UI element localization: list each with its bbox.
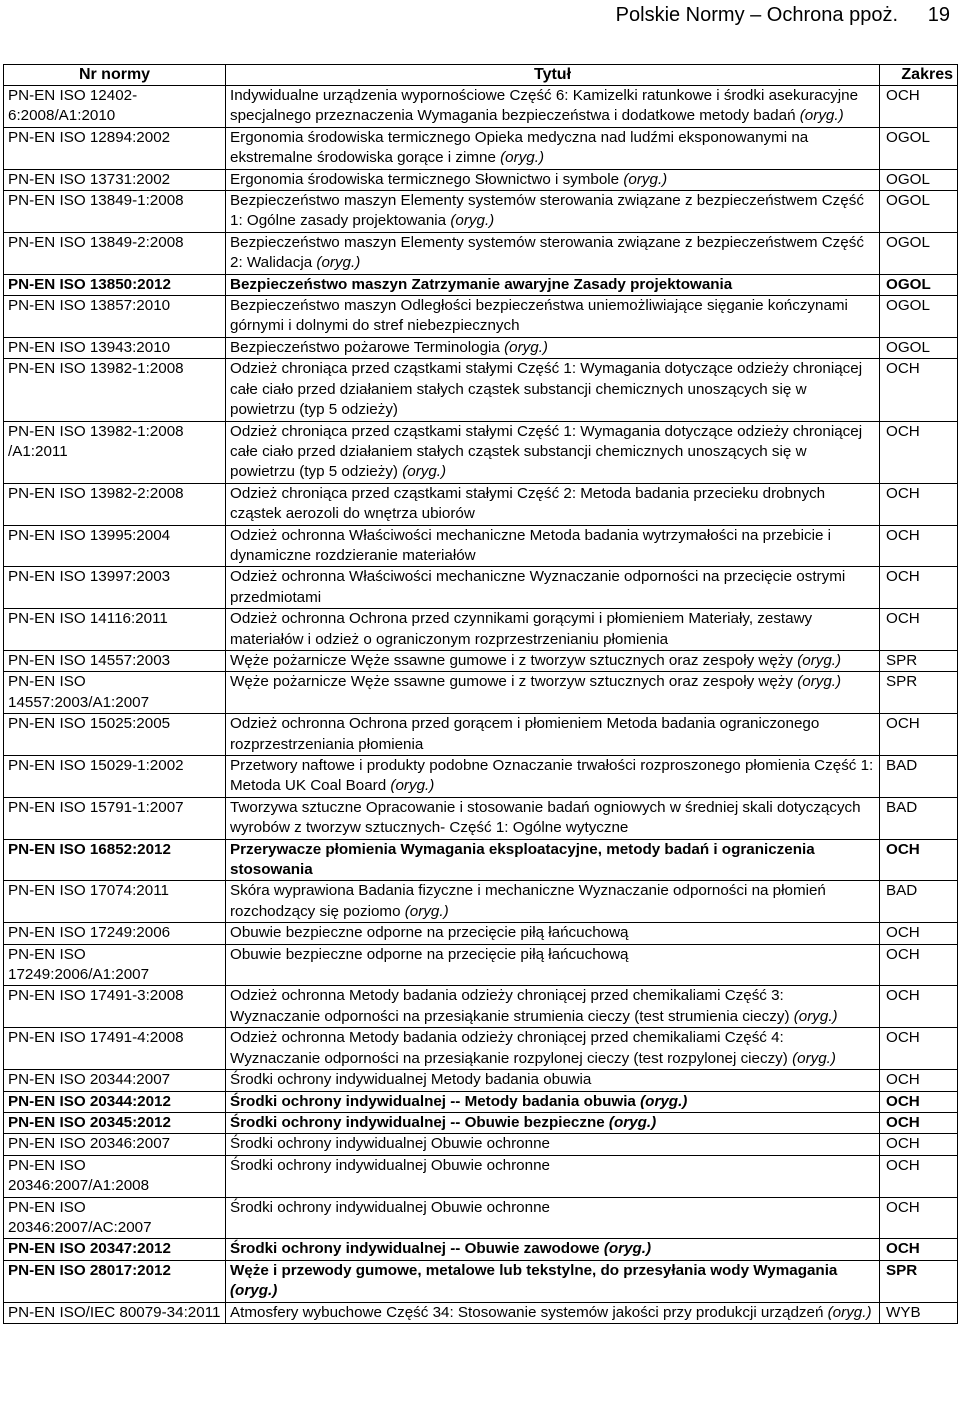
original-language-note: (oryg.) — [619, 170, 668, 188]
table-row — [4, 483, 958, 525]
standard-number: PN-EN ISO 13857:2010 — [4, 296, 226, 338]
table-row — [4, 169, 958, 190]
standard-title — [226, 839, 880, 881]
standard-title-text: Odzież chroniąca przed cząstkami stałymi Część 1: Wymagania dotyczące odzieży chroniącej całe ciało przed działaniem stałych cząstek substancji chemicznych unoszących się w powietrzu (typ 5 odzieży) — [230, 422, 863, 481]
standard-title — [226, 525, 880, 567]
standard-number: PN-EN ISO 20346:2007 — [4, 1134, 226, 1155]
standard-number: PN-EN ISO 20346:2007/AC:2007 — [4, 1197, 226, 1239]
standard-title-text: Odzież ochronna Ochrona przed gorącem i płomieniem Metoda badania ograniczonego rozprzestrzeniania płomienia — [230, 715, 820, 753]
standard-scope: OCH — [880, 1070, 958, 1091]
standard-scope: OGOL — [880, 337, 958, 358]
table-row — [4, 296, 958, 338]
standard-scope: BAD — [880, 881, 958, 923]
table-row — [4, 1260, 958, 1302]
standard-title — [226, 337, 880, 358]
header-title: Polskie Normy – Ochrona ppoż. — [615, 4, 898, 26]
standard-number: PN-EN ISO 17074:2011 — [4, 881, 226, 923]
standard-title-text: Obuwie bezpieczne odporne na przecięcie piłą łańcuchową — [230, 945, 629, 963]
standard-scope: OGOL — [880, 296, 958, 338]
standard-number: PN-EN ISO 15025:2005 — [4, 714, 226, 756]
table-header-row — [4, 65, 958, 86]
table-row — [4, 881, 958, 923]
standard-title-text: Indywidualne urządzenia wypornościowe Część 6: Kamizelki ratunkowe i środki asekuracyjne specjalnego przeznaczenia Wymagania bezpieczeństwa i dodatkowe metody badań — [230, 87, 859, 125]
table-row — [4, 1091, 958, 1112]
standard-number: PN-EN ISO 13997:2003 — [4, 567, 226, 609]
standard-number: PN-EN ISO 17249:2006/A1:2007 — [4, 944, 226, 986]
column-header-title: Tytuł — [226, 65, 880, 86]
standard-title — [226, 1134, 880, 1155]
standard-number: PN-EN ISO 15029-1:2002 — [4, 756, 226, 798]
table-row — [4, 1302, 958, 1323]
table-row — [4, 797, 958, 839]
standard-scope: WYB — [880, 1302, 958, 1323]
standard-scope: SPR — [880, 650, 958, 671]
standard-scope: OCH — [880, 714, 958, 756]
standard-scope: OGOL — [880, 169, 958, 190]
standard-scope: BAD — [880, 797, 958, 839]
standard-number: PN-EN ISO 14557:2003 — [4, 650, 226, 671]
standard-title — [226, 1302, 880, 1323]
standard-title — [226, 1112, 880, 1133]
table-row — [4, 923, 958, 944]
original-language-note: (oryg.) — [599, 1240, 652, 1258]
standard-number: PN-EN ISO 13731:2002 — [4, 169, 226, 190]
column-header-nr: Nr normy — [4, 65, 226, 86]
standard-title — [226, 944, 880, 986]
standard-scope: OCH — [880, 483, 958, 525]
standard-number: PN-EN ISO 20344:2012 — [4, 1091, 226, 1112]
standard-title-text: Odzież chroniąca przed cząstkami stałymi Część 1: Wymagania dotyczące odzieży chroniącej całe ciało przed działaniem stałych cząstek substancji chemicznych unoszących się w powietrzu (typ 5 odzieży) — [230, 360, 863, 419]
standard-title-text: Środki ochrony indywidualnej Obuwie ochronne — [230, 1198, 550, 1216]
table-row — [4, 191, 958, 233]
standard-number: PN-EN ISO 20345:2012 — [4, 1112, 226, 1133]
standard-title — [226, 274, 880, 295]
table-row — [4, 232, 958, 274]
standard-title — [226, 1091, 880, 1112]
standard-scope: SPR — [880, 1260, 958, 1302]
standard-scope: OGOL — [880, 274, 958, 295]
original-language-note: (oryg.) — [499, 338, 548, 356]
standard-number: PN-EN ISO 28017:2012 — [4, 1260, 226, 1302]
standard-scope: OGOL — [880, 232, 958, 274]
standard-title-text: Odzież ochronna Właściwości mechaniczne Wyznaczanie odporności na przecięcie ostrymi przedmiotami — [230, 568, 846, 606]
standard-number: PN-EN ISO 13943:2010 — [4, 337, 226, 358]
standard-title-text: Bezpieczeństwo maszyn Elementy systemów sterowania związane z bezpieczeństwem Część 2: Walidacja — [230, 233, 864, 272]
standard-title — [226, 567, 880, 609]
standard-title — [226, 296, 880, 338]
standard-number: PN-EN ISO 20344:2007 — [4, 1070, 226, 1091]
original-language-note: (oryg.) — [312, 254, 361, 272]
standard-scope: OGOL — [880, 191, 958, 233]
table-row — [4, 359, 958, 421]
standard-title — [226, 650, 880, 671]
original-language-note: (oryg.) — [397, 463, 447, 481]
original-language-note: (oryg.) — [823, 1303, 872, 1321]
standard-number: PN-EN ISO 13982-1:2008 — [4, 359, 226, 421]
page-header — [0, 0, 960, 40]
table-row — [4, 86, 958, 128]
table-row — [4, 1155, 958, 1197]
standard-scope: OCH — [880, 1197, 958, 1239]
original-language-note: (oryg.) — [230, 1282, 278, 1300]
standard-scope: OCH — [880, 1028, 958, 1070]
standard-title-text: Środki ochrony indywidualnej -- Obuwie bezpieczne — [230, 1113, 605, 1131]
standard-scope: SPR — [880, 672, 958, 714]
table-row — [4, 1197, 958, 1239]
standard-scope: OCH — [880, 986, 958, 1028]
standard-title-text: Ergonomia środowiska termicznego Opieka medyczna nad ludźmi eksponowanymi na ekstremalne środowiska gorące i zimne — [230, 128, 809, 167]
standard-scope: OCH — [880, 1239, 958, 1260]
standard-title-text: Węże pożarnicze Węże ssawne gumowe i z tworzyw sztucznych oraz zespoły węży — [230, 673, 793, 691]
standard-title-text: Obuwie bezpieczne odporne na przecięcie piłą łańcuchową — [230, 924, 629, 942]
standard-title — [226, 1197, 880, 1239]
table-row — [4, 756, 958, 798]
table-row — [4, 839, 958, 881]
standard-title — [226, 923, 880, 944]
original-language-note: (oryg.) — [789, 1007, 838, 1025]
table-row — [4, 567, 958, 609]
standard-title — [226, 86, 880, 128]
standard-title-text: Ergonomia środowiska termicznego Słownictwo i symbole — [230, 170, 620, 188]
table-row — [4, 337, 958, 358]
original-language-note: (oryg.) — [446, 212, 495, 230]
standard-title-text: Węże i przewody gumowe, metalowe lub tekstylne, do przesyłania wody Wymagania — [230, 1261, 838, 1279]
standard-scope: OCH — [880, 86, 958, 128]
standard-title-text: Środki ochrony indywidualnej -- Metody badania obuwia — [230, 1092, 636, 1110]
standard-title-text: Skóra wyprawiona Badania fizyczne i mechaniczne Wyznaczanie odporności na płomień rozchodzący się poziomo — [230, 882, 826, 920]
standard-scope: OCH — [880, 525, 958, 567]
standard-number: PN-EN ISO 12894:2002 — [4, 127, 226, 169]
standard-title — [226, 1028, 880, 1070]
standard-title — [226, 1260, 880, 1302]
standard-number: PN-EN ISO 13982-2:2008 — [4, 483, 226, 525]
standard-title — [226, 714, 880, 756]
standard-title-text: Odzież ochronna Metody badania odzieży chroniącej przed chemikaliami Część 3: Wyznaczanie odporności na przesiąkanie strumienia cieczy (test strumienia cieczy) — [230, 987, 790, 1025]
table-body — [4, 86, 958, 1324]
standard-scope: OCH — [880, 1155, 958, 1197]
table-row — [4, 127, 958, 169]
standard-scope: OCH — [880, 359, 958, 421]
standard-scope: OCH — [880, 923, 958, 944]
standard-title — [226, 127, 880, 169]
standard-number: PN-EN ISO 16852:2012 — [4, 839, 226, 881]
standard-number: PN-EN ISO 17491-3:2008 — [4, 986, 226, 1028]
standard-scope: OCH — [880, 839, 958, 881]
standard-title — [226, 191, 880, 233]
standard-title — [226, 232, 880, 274]
original-language-note: (oryg.) — [635, 1092, 688, 1110]
original-language-note: (oryg.) — [604, 1113, 657, 1131]
standard-title-text: Bezpieczeństwo pożarowe Terminologia — [230, 338, 500, 356]
standard-number: PN-EN ISO 12402-6:2008/A1:2010 — [4, 86, 226, 128]
original-language-note: (oryg.) — [795, 107, 844, 125]
standard-title-text: Bezpieczeństwo maszyn Odległości bezpieczeństwa uniemożliwiające sięganie kończynami górnymi i dolnymi do stref niebezpiecznych — [230, 297, 848, 335]
table-row — [4, 986, 958, 1028]
standard-title — [226, 672, 880, 714]
standard-title-text: Środki ochrony indywidualnej Obuwie ochronne — [230, 1135, 550, 1153]
standards-table — [3, 64, 958, 1324]
standard-number: PN-EN ISO 13850:2012 — [4, 274, 226, 295]
standard-number: PN-EN ISO 14116:2011 — [4, 609, 226, 651]
standard-title — [226, 797, 880, 839]
standard-title — [226, 483, 880, 525]
standard-scope: OCH — [880, 1112, 958, 1133]
standard-number: PN-EN ISO 20346:2007/A1:2008 — [4, 1155, 226, 1197]
table-row — [4, 274, 958, 295]
table-row — [4, 1134, 958, 1155]
standard-scope: OCH — [880, 1134, 958, 1155]
standard-title-text: Atmosfery wybuchowe Część 34: Stosowanie systemów jakości przy produkcji urządzeń — [230, 1303, 824, 1321]
standard-number: PN-EN ISO 17249:2006 — [4, 923, 226, 944]
table-row — [4, 650, 958, 671]
standard-number: PN-EN ISO 15791-1:2007 — [4, 797, 226, 839]
table-row — [4, 525, 958, 567]
standard-number: PN-EN ISO/IEC 80079-34:2011 — [4, 1302, 226, 1323]
standard-title-text: Bezpieczeństwo maszyn Elementy systemów sterowania związane z bezpieczeństwem Część 1: Ogólne zasady projektowania — [230, 192, 864, 230]
standard-title-text: Przetwory naftowe i produkty podobne Oznaczanie trwałości rozproszonego płomienia Część 1: Metoda UK Coal Board — [230, 757, 874, 795]
standard-title-text: Środki ochrony indywidualnej Obuwie ochronne — [230, 1156, 550, 1174]
original-language-note: (oryg.) — [386, 777, 435, 795]
standard-number: PN-EN ISO 13995:2004 — [4, 525, 226, 567]
standard-title — [226, 609, 880, 651]
standard-title-text: Odzież ochronna Metody badania odzieży chroniącej przed chemikaliami Część 4: Wyznaczanie odporności na przesiąkanie rozpylonej cieczy (test rozpylonej cieczy) — [230, 1029, 788, 1067]
table-row — [4, 944, 958, 986]
original-language-note: (oryg.) — [792, 673, 842, 691]
table-row — [4, 1239, 958, 1260]
standard-title-text: Tworzywa sztuczne Opracowanie i stosowanie badań ogniowych w średniej skali dotyczących wyrobów z tworzyw sztucznych- Część 1: Ogólne wytyczne — [230, 798, 861, 837]
standard-number: PN-EN ISO 14557:2003/A1:2007 — [4, 672, 226, 714]
standard-title — [226, 1070, 880, 1091]
standard-title-text: Odzież ochronna Ochrona przed czynnikami gorącymi i płomieniem Materiały, zestawy materiałów i odzież o ograniczonym rozprzestrzenianiu płomienia — [230, 610, 813, 648]
standard-number: PN-EN ISO 20347:2012 — [4, 1239, 226, 1260]
original-language-note: (oryg.) — [787, 1049, 836, 1067]
table-row — [4, 1112, 958, 1133]
table-row — [4, 1070, 958, 1091]
standard-title-text: Bezpieczeństwo maszyn Zatrzymanie awaryjne Zasady projektowania — [230, 275, 733, 293]
standard-scope: OGOL — [880, 127, 958, 169]
table-row — [4, 609, 958, 651]
table-row — [4, 1028, 958, 1070]
standard-title — [226, 1239, 880, 1260]
standard-title — [226, 421, 880, 483]
column-header-scope: Zakres — [880, 65, 958, 86]
table-row — [4, 421, 958, 483]
standard-title — [226, 359, 880, 421]
page-number: 19 — [927, 4, 950, 26]
standard-title-text: Przerywacze płomienia Wymagania eksploatacyjne, metody badań i ograniczenia stosowania — [230, 840, 815, 879]
standard-title — [226, 881, 880, 923]
table-row — [4, 672, 958, 714]
standard-scope: OCH — [880, 609, 958, 651]
standard-scope: OCH — [880, 421, 958, 483]
original-language-note: (oryg.) — [400, 902, 449, 920]
standard-title-text: Odzież chroniąca przed cząstkami stałymi Część 2: Metoda badania przecieku drobnych cząstek aerozoli do wnętrza ubiorów — [230, 484, 826, 523]
standard-number: PN-EN ISO 13849-1:2008 — [4, 191, 226, 233]
table-row — [4, 714, 958, 756]
standard-scope: OCH — [880, 1091, 958, 1112]
standard-title — [226, 1155, 880, 1197]
standard-scope: BAD — [880, 756, 958, 798]
standard-title-text: Środki ochrony indywidualnej Metody badania obuwia — [230, 1071, 592, 1089]
standard-number: PN-EN ISO 17491-4:2008 — [4, 1028, 226, 1070]
original-language-note: (oryg.) — [792, 651, 842, 669]
standard-title — [226, 169, 880, 190]
standard-title-text: Odzież ochronna Właściwości mechaniczne Metoda badania wytrzymałości na przebicie i dynamiczne rozdzieranie materiałów — [230, 526, 832, 564]
standard-number: PN-EN ISO 13982-1:2008 /A1:2011 — [4, 421, 226, 483]
standard-number: PN-EN ISO 13849-2:2008 — [4, 232, 226, 274]
standard-title-text: Środki ochrony indywidualnej -- Obuwie zawodowe — [230, 1240, 600, 1258]
standard-title — [226, 756, 880, 798]
standard-title — [226, 986, 880, 1028]
standard-scope: OCH — [880, 567, 958, 609]
standard-title-text: Węże pożarnicze Węże ssawne gumowe i z tworzyw sztucznych oraz zespoły węży — [230, 651, 793, 669]
standard-scope: OCH — [880, 944, 958, 986]
original-language-note: (oryg.) — [495, 149, 545, 167]
